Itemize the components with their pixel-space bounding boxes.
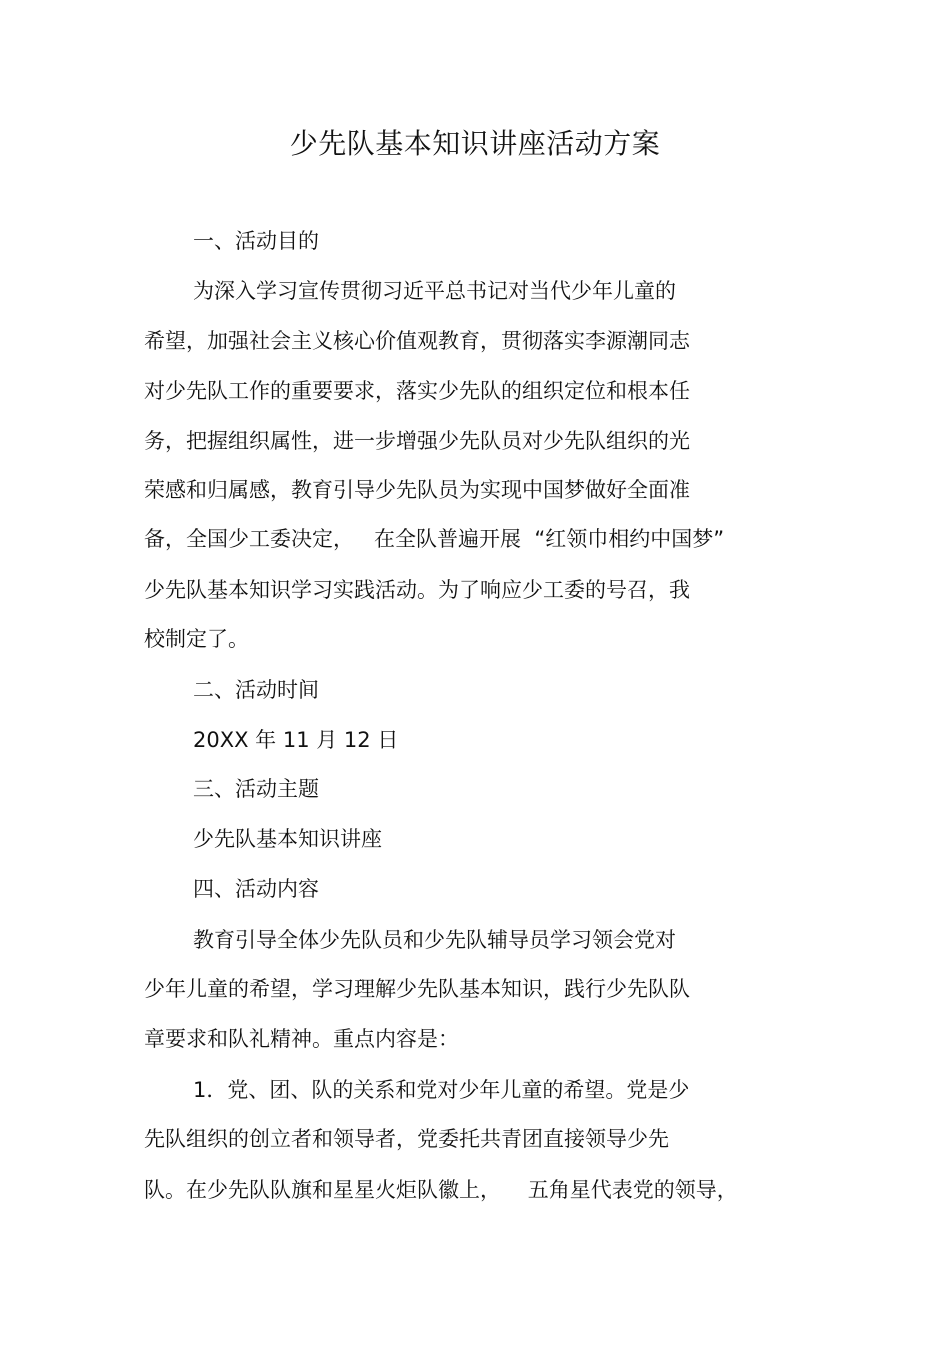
list-item-line: 先队组织的创立者和领导者，党委托共青团直接领导少先 bbox=[144, 1127, 669, 1151]
paragraph-line: 务，把握组织属性，进一步增强少先队员对少先队组织的光 bbox=[144, 429, 690, 453]
document-title: 少先队基本知识讲座活动方案 bbox=[289, 127, 661, 160]
list-item-line: 队。在少先队队旗和星星火炬队徽上， 五角星代表党的领导， bbox=[144, 1178, 738, 1202]
paragraph-line: 少先队基本知识学习实践活动。为了响应少工委的号召，我 bbox=[144, 578, 690, 602]
section-heading-time: 二、活动时间 bbox=[193, 678, 319, 702]
list-item-line: 1．党、团、队的关系和党对少年儿童的希望。党是少 bbox=[193, 1078, 690, 1102]
section-heading-content: 四、活动内容 bbox=[193, 877, 319, 901]
paragraph-line: 教育引导全体少先队员和少先队辅导员学习领会党对 bbox=[193, 928, 676, 952]
paragraph-line: 对少先队工作的重要要求，落实少先队的组织定位和根本任 bbox=[144, 379, 690, 403]
paragraph-line: 备，全国少工委决定， 在全队普遍开展 “红领巾相约中国梦” bbox=[144, 527, 725, 551]
paragraph-line: 荣感和归属感，教育引导少先队员为实现中国梦做好全面准 bbox=[144, 478, 690, 502]
activity-date: 20XX 年 11 月 12 日 bbox=[193, 728, 399, 752]
section-heading-purpose: 一、活动目的 bbox=[193, 229, 319, 253]
paragraph-line: 少年儿童的希望，学习理解少先队基本知识，践行少先队队 bbox=[144, 977, 690, 1001]
paragraph-line: 校制定了。 bbox=[144, 627, 249, 651]
activity-theme: 少先队基本知识讲座 bbox=[193, 827, 382, 851]
paragraph-line: 为深入学习宣传贯彻习近平总书记对当代少年儿童的 bbox=[193, 279, 676, 303]
paragraph-line: 章要求和队礼精神。重点内容是： bbox=[144, 1027, 459, 1051]
section-heading-theme: 三、活动主题 bbox=[193, 777, 319, 801]
paragraph-line: 希望，加强社会主义核心价值观教育，贯彻落实李源潮同志 bbox=[144, 329, 690, 353]
